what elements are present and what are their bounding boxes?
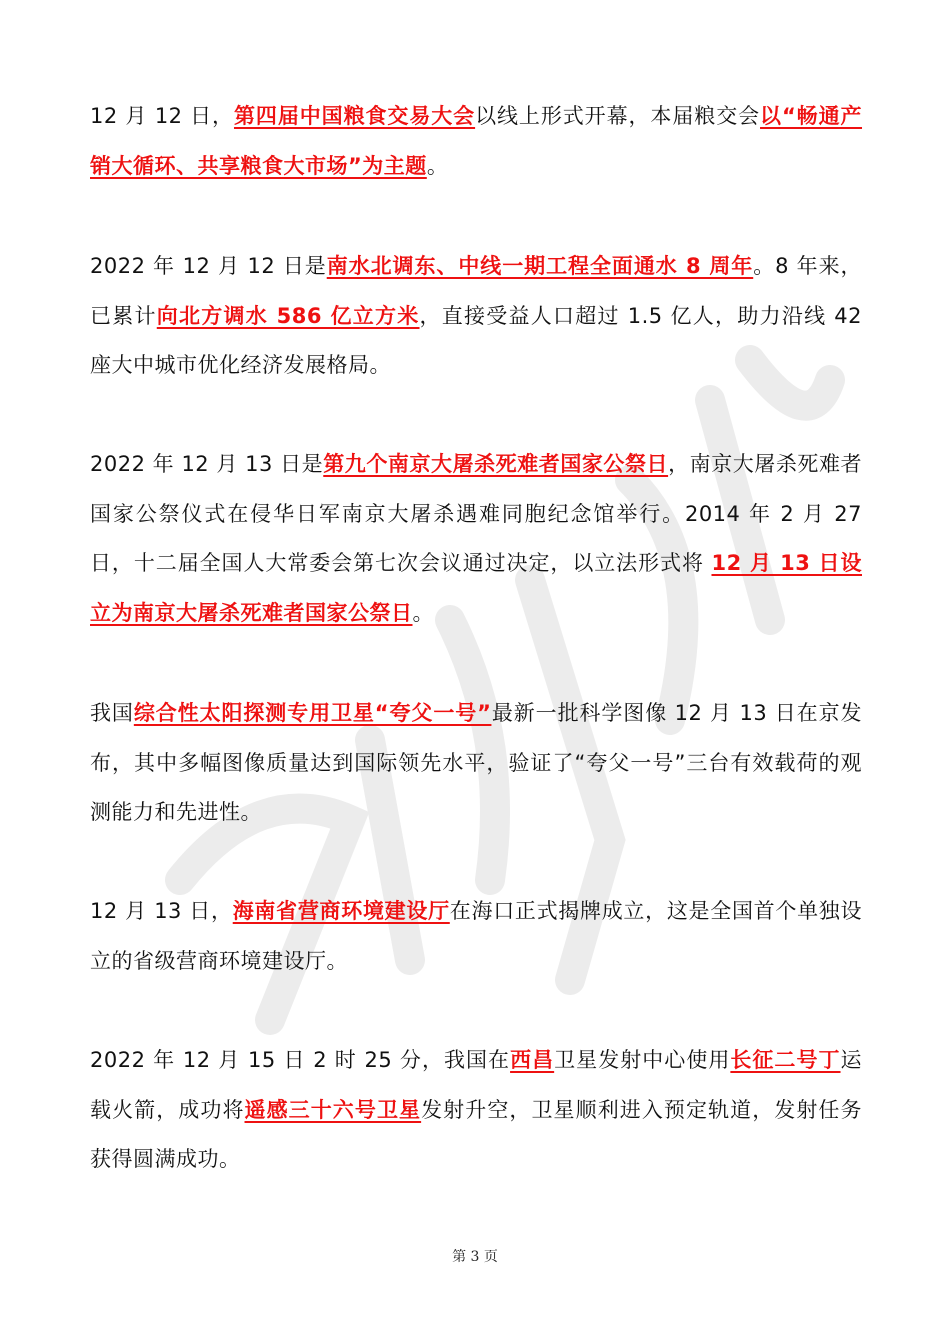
highlighted-phrase: 12 月 13 日设立为南京大屠杀死难者国家公祭日 <box>90 551 862 625</box>
highlighted-phrase: 综合性太阳探测专用卫星“夸父一号” <box>133 701 492 725</box>
paragraph-4 <box>90 689 862 838</box>
highlighted-phrase: 长征二号丁 <box>730 1048 841 1072</box>
paragraph-5 <box>90 887 862 986</box>
text-run: ，直接受益人口超过 1.5 亿人，助力沿线 42 座大中城市优化经济发展格局。 <box>90 303 862 377</box>
text-run: 运载火箭，成功将 <box>90 1048 863 1122</box>
highlighted-phrase: 遥感三十六号卫星 <box>244 1097 422 1122</box>
text-run: 2022 年 12 月 12 日是 <box>90 254 327 278</box>
text-run: 最新一批科学图像 12 月 13 日在京发布，其中多幅图像质量达到国际领先水平，验证了“夸父一号”三台有效载荷的观测能力和先进性。 <box>90 701 862 824</box>
highlighted-phrase: 第四届中国粮食交易大会 <box>233 104 476 128</box>
text-run: 发射升空，卫星顺利进入预定轨道，发射任务获得圆满成功。 <box>90 1097 863 1171</box>
highlighted-phrase: 向北方调水 586 亿立方米 <box>156 303 420 328</box>
highlighted-phrase: 海南省营商环境建设厅 <box>232 899 450 923</box>
text-run: 我国 <box>90 701 134 725</box>
text-run: 在海口正式揭牌成立，这是全国首个单独设立的省级营商环境建设厅。 <box>90 899 862 973</box>
text-run: 2022 年 12 月 13 日是 <box>90 452 324 476</box>
text-run: 。8 年来，已累计 <box>90 254 863 328</box>
page-number: 第 3 页 <box>452 1249 498 1265</box>
paragraph-3 <box>90 440 862 638</box>
text-run: 12 月 12 日， <box>90 104 234 128</box>
highlighted-phrase: 以“畅通产销大循环、共享粮食大市场”为主题 <box>90 104 863 178</box>
paragraph-1 <box>90 92 862 191</box>
text-run: 。 <box>426 153 449 178</box>
highlighted-phrase: 西昌 <box>510 1048 555 1072</box>
paragraph-2 <box>90 242 862 391</box>
text-run: 2022 年 12 月 15 日 2 时 25 分，我国在 <box>90 1048 511 1072</box>
paragraph-6 <box>90 1036 862 1185</box>
text-run: 卫星发射中心使用 <box>554 1048 731 1072</box>
text-run: ，南京大屠杀死难者国家公祭仪式在侵华日军南京大屠杀遇难同胞纪念馆举行。2014 年 2 月 27 日，十二届全国人大常委会第七次会议通过决定，以立法形式将 <box>90 452 863 575</box>
text-run: 。 <box>412 600 434 625</box>
text-run: 以线上形式开幕，本届粮交会 <box>475 104 761 128</box>
highlighted-phrase: 第九个南京大屠杀死难者国家公祭日 <box>323 452 669 476</box>
highlighted-phrase: 南水北调东、中线一期工程全面通水 8 周年 <box>326 254 754 278</box>
text-run: 12 月 13 日， <box>90 899 233 923</box>
